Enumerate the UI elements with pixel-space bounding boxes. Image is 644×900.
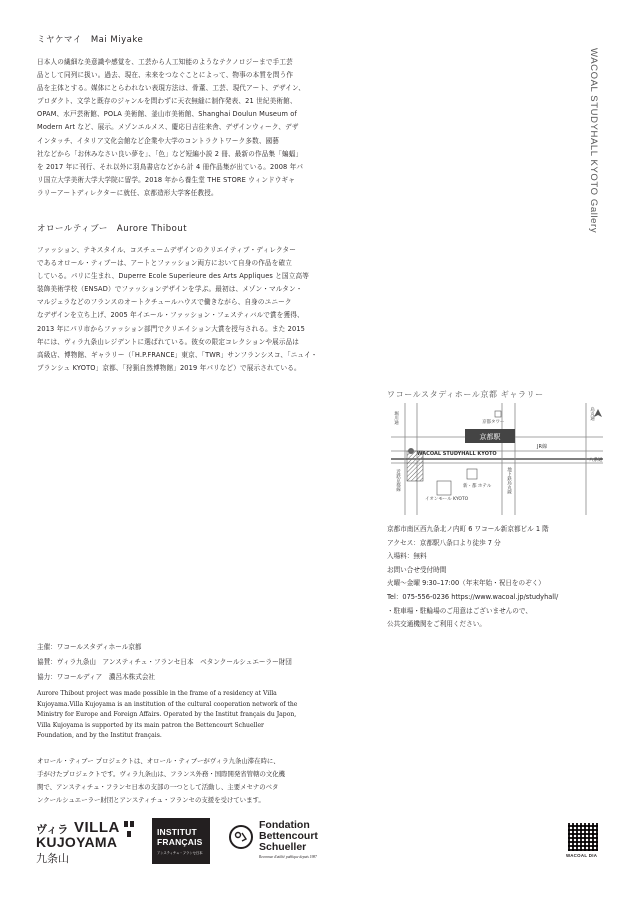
aeon-label: イオンモール KYOTO — [425, 497, 469, 502]
english-note-line: Aurore Thibout project was made possible in the frame of a residency at Villa — [37, 690, 277, 697]
artist1-bio-line: 日本人の繊細な美意識や感覚を、工芸から人工知能のようなテクノロジーまで手工芸 — [37, 58, 293, 66]
access-map — [387, 403, 607, 515]
info-block — [387, 523, 617, 632]
wacoal-dia-logo — [566, 823, 600, 861]
artist2-bio-line: マルジェラなどのフランスのオートクチュールハウスで働きながら、自身のユニーク — [37, 298, 292, 307]
hotel-label: 新・都 ホテル — [463, 484, 492, 489]
artist1-bio-line: プロダクト、文学と既存のジャンルを問わずに天衣無縫に制作発表、21 世紀美術館、 — [37, 97, 297, 106]
japanese-note-line: オロール・ティブー プロジェクトは、オロール・ティブーがヴィラ九条山滞在時に、 — [37, 757, 280, 765]
kujoyama-text: KUJOYAMA — [36, 834, 118, 850]
artist1-bio-line: 品を主体とする。媒体にとらわれない表現方法は、骨董、工芸、現代アート、デザイン、 — [37, 84, 305, 93]
kujoyama-jp-text: 九条山 — [36, 852, 69, 865]
kyoto-tower-marker — [495, 411, 501, 417]
organizer-credit: 主催：ワコールスタディホール京都 — [37, 643, 142, 651]
fondation-text: Fondation — [259, 819, 310, 831]
artist2-bio-line: ファッション、テキスタイル、コスチュームデザインのクリエイティブ・ディレクター — [37, 246, 297, 254]
japanese-note-line: 手がけたプロジェクトです。ヴィラ九条山は、フランス外務・国際開発省管轄の文化機 — [37, 770, 286, 778]
access-text: アクセス：京都駅八条口より徒歩 7 分 — [387, 538, 501, 547]
subway-label: 地下鉄烏丸線 — [506, 467, 512, 494]
artist2-bio-line: 高級店、博物館、ギャラリー（「H.P.FRANCE」東京、「TWR」サンフランシスコ、「ニュイ・ — [37, 350, 318, 359]
villa-jp-text: ヴィラ — [36, 823, 69, 836]
side-title: WACOAL STUDYHALL KYOTO Gallery — [588, 48, 599, 234]
artist1-bio-line: を 2017 年に刊行、それ以外に羽鳥書店などから計 4 冊作品集が出ている。2008 年パ — [37, 162, 304, 171]
villa-kujoyama-logo — [36, 819, 136, 865]
japanese-note — [37, 755, 337, 807]
cooperation-credit: 協力：ワコールディア 濃呂木株式会社 — [37, 673, 156, 681]
wacoal-pattern-icon — [568, 823, 598, 851]
english-note — [37, 689, 347, 742]
artist1-bio-line: OPAM、水戸芸術館、POLA 美術館、釜山市美術館、Shanghai Doulun Museum of — [37, 110, 297, 119]
hours-text: 火曜～金曜 9:30–17:00（年末年始・祝日をのぞく） — [387, 579, 545, 588]
artist1-bio-line: Modern Art など、展示。メゾンエルメス、慶応日吉往来舎、デザインウィーク、デザ — [37, 123, 299, 132]
horikawa-label: 堀川通 — [393, 411, 399, 425]
artist2-bio-line: であるオロール・ティブーは、アートとファッション両方において自身の作品を確立 — [37, 259, 292, 268]
english-note-line: Kujoyama.Villa Kujoyama is an institution of the cultural cooperation network of the — [37, 700, 298, 708]
north-arrow-icon — [594, 409, 602, 417]
fondation-emblem-icon — [228, 824, 254, 850]
hachijo-label: 八条通 — [589, 458, 603, 463]
kyoto-station-label: 京都駅 — [479, 433, 501, 441]
francais-text: FRANÇAIS — [157, 837, 203, 847]
tel-text: Tel：075-556-0236 https://www.wacoal.jp/studyhall/ — [387, 592, 559, 601]
support-credit: 協賛：ヴィラ九条山 アンスティチュ・フランセ日本 ベタンクールシュエーラー財団 — [37, 658, 292, 666]
parking-text: ・駐車場・駐輪場のご用意はございませんので、 — [387, 606, 532, 615]
artist2-bio-line: ブランシュ KYOTO」京都、「狩猟自然博物館」2019 年パリなど）で展示されている。 — [37, 363, 301, 372]
english-note-line: Ministry for Europe and Foreign Affairs. Operated by the Institut français du Japon, — [37, 711, 297, 719]
kintetsu-label: 近鉄京都線 — [395, 469, 401, 492]
kyoto-tower-label: 京都タワー — [482, 420, 505, 425]
transit-text: 公共交通機関をご利用ください。 — [387, 620, 486, 629]
artist1-name: ミヤケマイ Mai Miyake — [37, 35, 144, 45]
hotel-block — [467, 469, 477, 479]
artist1-bio-line: インタッチ、イタリア文化会館など企業や大学のコントラクトワーク多数、國藝 — [37, 136, 280, 145]
institut-francais-logo — [152, 818, 210, 864]
villa-mark-icon — [130, 821, 134, 827]
artist2-bio-line: なデザインを立ち上げ、2005 年イエール・ファッション・フェスティバルで賞を獲得、 — [37, 311, 304, 320]
map-title: ワコールスタディホール京都 ギャラリー — [387, 390, 544, 399]
schueller-text: Schueller — [259, 841, 307, 853]
location-pin-icon — [408, 448, 414, 454]
artist1-bio-line: 社などから「お休みなさい良い夢を」、「色」など短編小説 2 冊、最新の作品集「蝙蝠」 — [37, 149, 303, 158]
institut-sub-text: アンスティチュ・フランセ日本 — [157, 851, 203, 855]
fondation-sub-text: Reconnue d'utilité publique depuis 1987 — [259, 855, 317, 859]
japanese-note-line: ンクールシュエーラー財団とアンスティチュ・フランセの支援を受けています。 — [37, 796, 265, 804]
japanese-note-line: 関で、アンスティチュ・フランセ日本の支部の一つとして活動し、主要メセナのベタ — [37, 783, 279, 791]
artist1-bio-line: 品として同列に扱い。過去、現在、未来をつなぐことによって、物事の本質を問う作 — [37, 71, 294, 80]
artist2-bio-line: 装飾美術学校（ENSAD）でファッションデザインを学ぶ。最初は、メゾン・マルタン・ — [37, 285, 303, 294]
villa-mark-icon — [127, 831, 131, 837]
english-note-line: Foundation, and by the Institut français. — [37, 732, 162, 740]
building-label: WACOAL STUDYHALL KYOTO — [417, 451, 497, 457]
wacoal-dia-text: WACOAL DIA — [566, 853, 598, 858]
artist1-bio-line: リ国立大学美術大学大学院に留学。2018 年から養生堂 THE STORE ウィンドウギャ — [37, 175, 296, 184]
aeon-block — [437, 481, 451, 495]
fee-text: 入場料：無料 — [387, 552, 427, 561]
artist1-bio-line: ラリーアートディレクターに就任、京都造形大学客任教授。 — [37, 188, 218, 197]
villa-text: VILLA — [74, 819, 120, 836]
credits-block — [37, 640, 367, 685]
artist2-bio-line: 2013 年にパリ市からファッション部門でクリエイション大賞を授与される。また 2015 — [37, 324, 306, 333]
contact-heading: お問い合せ受付時間 — [387, 565, 447, 574]
artist2-bio-line: 年には、ヴィラ九条山レジデントに選ばれている。彼女の限定コレクションや展示品は — [37, 337, 300, 346]
karasuma-label: 烏丸通 — [589, 407, 595, 421]
artist2-bio — [37, 244, 327, 375]
institut-text: INSTITUT — [157, 827, 197, 837]
jr-line-label: JR線 — [537, 444, 547, 450]
english-note-line: Villa Kujoyama is supported by its main patron the Bettencourt Schueller — [37, 721, 264, 729]
artist1-bio — [37, 56, 327, 200]
artist2-name: オロールティブー Aurore Thibout — [37, 224, 188, 234]
fondation-logo — [228, 818, 338, 868]
bettencourt-text: Bettencourt — [259, 830, 318, 842]
address: 京都市南区西九条北ノ内町 6 ワコール新京都ビル 1 階 — [387, 525, 549, 533]
villa-mark-icon — [124, 821, 128, 827]
artist2-bio-line: している。パリに生まれ、Duperre Ecole Superieure des Arts Appliques と国立高等 — [37, 272, 309, 281]
